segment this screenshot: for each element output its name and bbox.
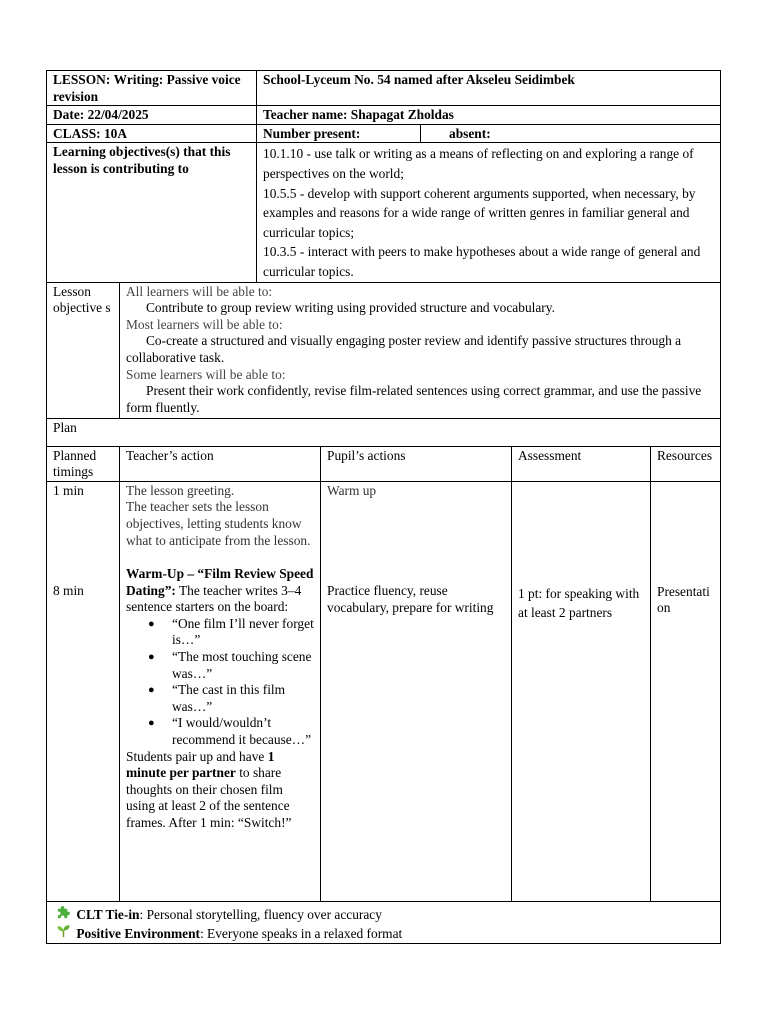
assessment-text: 1 pt: for speaking with at least 2 partners: [518, 585, 640, 621]
school-name: School-Lyceum No. 54 named after Akseleu Seidimbek: [257, 71, 721, 106]
clt-label: CLT Tie-in: [76, 906, 140, 922]
column-header-teacher: Teacher’s action: [120, 446, 321, 481]
teacher-name: Teacher name: Shapagat Zholdas: [257, 106, 721, 125]
learning-objectives-list: [257, 143, 721, 282]
teacher-greeting: The lesson greeting.: [126, 482, 235, 498]
pairing-instructions: [126, 749, 314, 832]
clt-note: [53, 904, 714, 924]
plan-heading: Plan: [47, 418, 721, 446]
lesson-objectives-label: Lesson objective s: [47, 282, 120, 418]
lesson-title-cell: [47, 71, 257, 106]
lesson-title: Writing: Passive voice revision: [53, 72, 241, 104]
warmup-title: Warm-Up – “Film Review Speed Dating”:: [126, 566, 314, 598]
list-item: ● “I would/wouldn’t recommend it because…”: [172, 715, 314, 748]
sentence-starter-list: [126, 616, 314, 749]
column-header-assessment: Assessment: [512, 446, 651, 481]
list-item: ● “The cast in this film was…”: [172, 682, 314, 715]
absent-count: absent:: [421, 124, 721, 143]
learning-objective-item: 10.1.10 - use talk or writing as a means of reflecting on and exploring a range of perspectives on the world;: [263, 146, 694, 181]
pupil-action: Warm up: [327, 482, 377, 498]
learning-objective-item: 10.3.5 - interact with peers to make hypotheses about a wide range of general and curricular topics.: [263, 244, 701, 279]
lesson-objectives-content: [120, 282, 721, 418]
environment-label: Positive Environment: [76, 926, 200, 942]
pupil-actions-cell: [321, 481, 512, 901]
learning-objective-item: 10.5.5 - develop with support coherent arguments supported, when necessary, by examples and reasons for a wide range of written genres in familiar general and curricular topics;: [263, 185, 696, 240]
objective-group-text: Contribute to group review writing using provided structure and vocabulary.: [146, 300, 555, 316]
pairing-text-end: to share thoughts on their chosen film using at least 2 of the sentence frames. After 1 min: “Switch!”: [126, 765, 292, 830]
objective-group-text: Present their work confidently, revise film-related sentences using correct grammar, and use the passive form fluently.: [126, 383, 702, 415]
resources-cell: [651, 481, 721, 901]
list-item: ● “One film I’ll never forget is…”: [172, 616, 314, 649]
warmup-text: The teacher writes 3–4 sentence starters on the board:: [126, 582, 302, 615]
seedling-icon: [53, 923, 73, 943]
objective-group-heading: Some learners will be able to:: [126, 366, 286, 382]
pairing-text: Students pair up and have: [126, 748, 268, 764]
header-table: [46, 70, 721, 283]
assessment-cell: [512, 481, 651, 901]
resource-text: Presentation: [657, 583, 710, 616]
environment-text: : Everyone speaks in a relaxed format: [199, 926, 403, 942]
lesson-objectives-table: [46, 282, 721, 447]
clt-text: : Personal storytelling, fluency over accuracy: [139, 906, 382, 922]
pupil-action: Practice fluency, reuse vocabulary, prepare for writing: [327, 583, 494, 615]
list-item: ● “The most touching scene was…”: [172, 649, 314, 682]
pairing-time: 1 minute per partner: [126, 748, 275, 781]
timings-cell: [47, 481, 120, 901]
teacher-objectives: The teacher sets the lesson objectives, letting students know what to anticipate from the lesson.: [126, 499, 311, 548]
plan-table: [46, 446, 721, 944]
class-name: CLASS: 10A: [47, 124, 257, 143]
learning-objectives-label: Learning objectives(s) that this lesson is contributing to: [47, 143, 257, 282]
puzzle-piece-icon: [53, 904, 73, 924]
number-present: Number present:: [257, 124, 421, 143]
timing-value: 8 min: [53, 583, 84, 599]
column-header-pupil: Pupil’s actions: [321, 446, 512, 481]
lesson-date: Date: 22/04/2025: [47, 106, 257, 125]
objective-group-heading: All learners will be able to:: [126, 283, 273, 299]
table-row: [47, 481, 721, 901]
column-header-timings: Planned timings: [47, 446, 120, 481]
lesson-plan-page: [46, 70, 720, 944]
objective-group-text: Co-create a structured and visually engaging poster review and identify passive structures through a collaborative task.: [126, 333, 682, 365]
timing-value: 1 min: [53, 482, 84, 498]
environment-note: [53, 923, 714, 943]
lesson-label: LESSON:: [53, 72, 111, 87]
teacher-action-cell: [120, 481, 321, 901]
warmup-description: [126, 566, 314, 616]
objective-group-heading: Most learners will be able to:: [126, 316, 283, 332]
notes-cell: [47, 901, 721, 943]
column-header-resources: Resources: [651, 446, 721, 481]
